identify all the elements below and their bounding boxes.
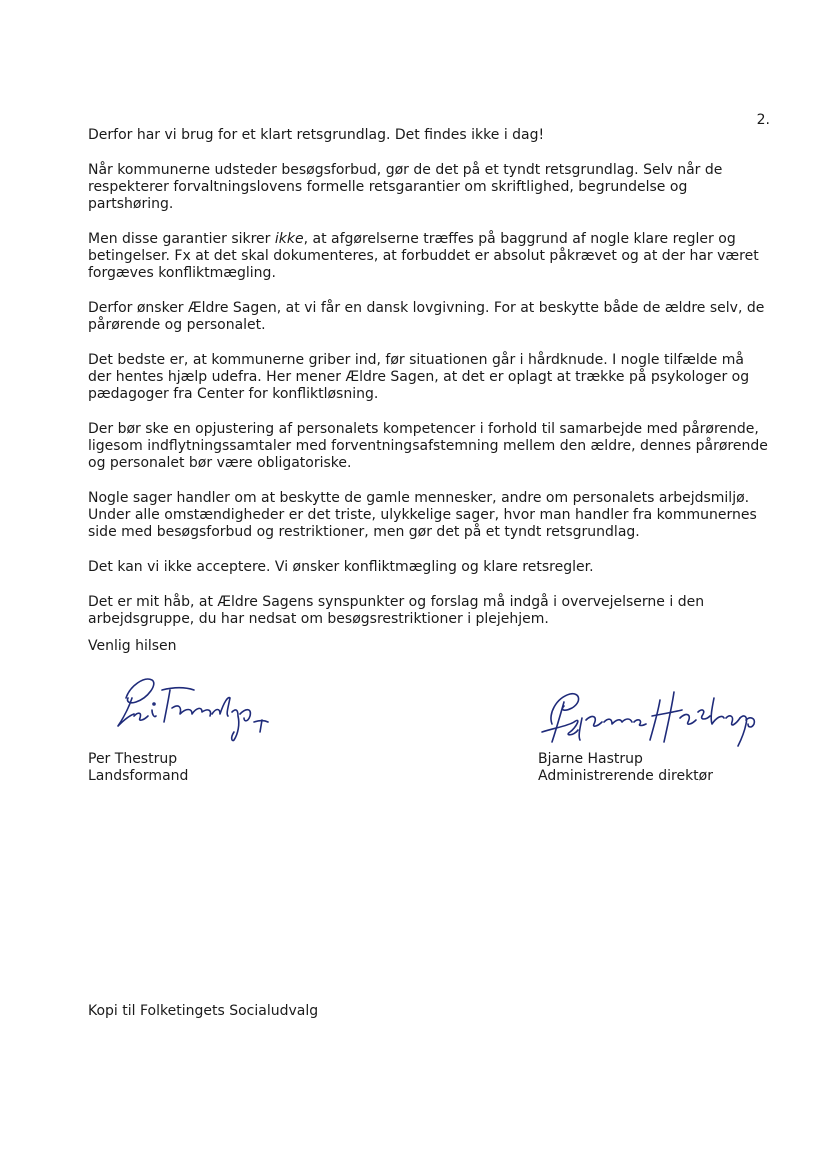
closing-salutation: Venlig hilsen: [88, 638, 177, 654]
signatory-right: [538, 751, 713, 785]
signatory-name: Per Thestrup: [88, 751, 178, 767]
paragraph-text: Men disse garantier sikrer: [88, 231, 275, 247]
signatory-title: Administrerende direktør: [538, 768, 713, 784]
signature-per-thestrup: [112, 668, 282, 746]
paragraph: Derfor ønsker Ældre Sagen, at vi får en dansk lovgivning. For at beskytte både de ældre selv, de pårørende og personalet.: [88, 300, 765, 333]
paragraph: Derfor har vi brug for et klart retsgrundlag. Det findes ikke i dag!: [88, 127, 545, 143]
copy-recipient: Kopi til Folketingets Socialudvalg: [88, 1003, 319, 1019]
paragraph: Det kan vi ikke acceptere. Vi ønsker konfliktmægling og klare retsregler.: [88, 559, 594, 575]
paragraph: Nogle sager handler om at beskytte de gamle mennesker, andre om personalets arbejdsmiljø. Under alle omstændigheder er det triste, ulykkelige sager, hvor man handler fra kommunernes side med besøgsforbud og restriktioner, men gør det på et tyndt retsgrundlag.: [88, 490, 757, 540]
paragraph: Når kommunerne udsteder besøgsforbud, gør de det på et tyndt retsgrundlag. Selv når de respekterer forvaltningslovens formelle retsgarantier om skriftlighed, begrundelse og partshøring.: [88, 162, 723, 212]
emphasis-text: ikke: [274, 231, 304, 247]
letter-body: [88, 127, 770, 646]
paragraph-text: , at afgørelserne træffes på baggrund af nogle klare regler og betingelser. Fx at det skal dokumenteres, at forbuddet er absolut påkrævet og at der har været forgæves konfliktmægling.: [88, 231, 759, 281]
paragraph: Det bedste er, at kommunerne griber ind, før situationen går i hårdknude. I nogle tilfælde må der hentes hjælp udefra. Her mener Ældre Sagen, at det er oplagt at trække på psykologer og pædagoger fra Center for konfliktløsning.: [88, 352, 750, 402]
page-number: 2.: [756, 112, 770, 128]
signatory-title: Landsformand: [88, 768, 189, 784]
paragraph: Der bør ske en opjustering af personalets kompetencer i forhold til samarbejde med pårørende, ligesom indflytningssamtaler med forventningsafstemning mellem den ældre, dennes pårørende og personalet bør være obligatoriske.: [88, 421, 768, 471]
signatory-left: [88, 751, 188, 785]
signatory-name: Bjarne Hastrup: [538, 751, 643, 767]
signature-bjarne-hastrup: [534, 684, 764, 750]
paragraph: Det er mit håb, at Ældre Sagens synspunkter og forslag må indgå i overvejelserne i den arbejdsgruppe, du har nedsat om besøgsrestriktioner i plejehjem.: [88, 594, 705, 627]
paragraph: [88, 231, 770, 282]
